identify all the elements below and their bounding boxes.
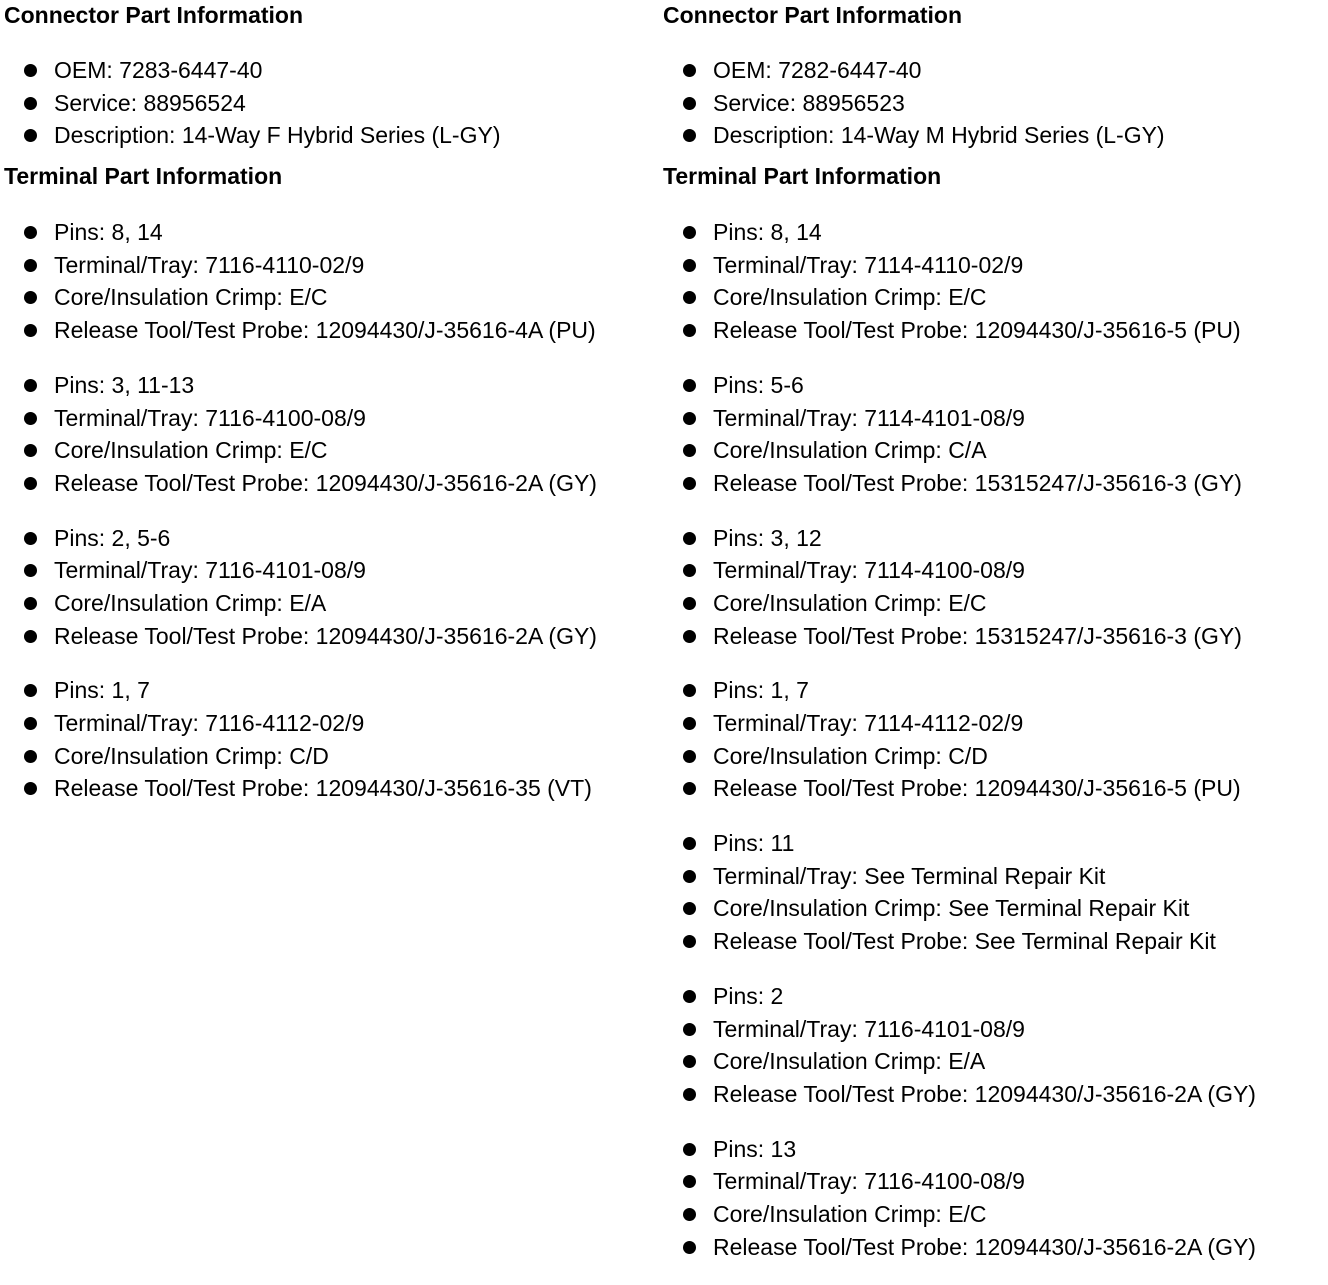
bullet-icon [683,477,696,490]
crimp-text: Core/Insulation Crimp: See Terminal Repair Kit [713,895,1190,922]
connector-service-text: Service: 88956523 [713,89,905,116]
right-column [663,0,1323,1285]
bullet-icon [683,1143,696,1156]
terminal-heading: Terminal Part Information [663,163,942,190]
pins-text: Pins: 8, 14 [713,219,822,246]
bullet-icon [683,990,696,1003]
pins-item [4,216,659,249]
terminal-group [663,674,1323,805]
bullet-icon [683,630,696,643]
crimp-text: Core/Insulation Crimp: E/A [54,589,327,616]
bullet-icon [683,837,696,850]
bullet-icon [24,564,37,577]
pins-text: Pins: 3, 12 [713,524,822,551]
crimp-text: Core/Insulation Crimp: C/D [713,742,988,769]
crimp-text: Core/Insulation Crimp: E/C [713,284,987,311]
pins-text: Pins: 5-6 [713,371,804,398]
bullet-icon [683,412,696,425]
crimp-item [663,892,1323,925]
left-column [4,0,659,827]
connector-description-text: Description: 14-Way M Hybrid Series (L-GY) [713,122,1165,149]
terminal-tray-item [4,707,659,740]
bullet-icon [24,782,37,795]
pins-text: Pins: 8, 14 [54,219,163,246]
terminal-group [663,980,1323,1111]
pins-text: Pins: 1, 7 [713,677,809,704]
crimp-item [4,281,659,314]
bullet-icon [24,750,37,763]
bullet-icon [24,291,37,304]
release-tool-text: Release Tool/Test Probe: 12094430/J-35616-5 (PU) [713,775,1241,802]
pins-text: Pins: 11 [713,830,795,857]
release-tool-item [663,772,1323,805]
connector-oem [663,54,1323,87]
release-tool-item [4,467,659,500]
bullet-icon [683,226,696,239]
release-tool-item [663,620,1323,653]
crimp-item [663,434,1323,467]
bullet-icon [683,902,696,915]
pins-item [663,980,1323,1013]
crimp-item [663,740,1323,773]
bullet-icon [683,129,696,142]
connector-description-text: Description: 14-Way F Hybrid Series (L-GY) [54,122,501,149]
terminal-group [4,674,659,805]
release-tool-item [663,1078,1323,1111]
bullet-icon [683,97,696,110]
pins-item [663,827,1323,860]
terminal-tray-text: Terminal/Tray: 7116-4100-08/9 [713,1168,1025,1195]
pins-item [663,369,1323,402]
pins-item [4,674,659,707]
connector-oem-text: OEM: 7282-6447-40 [713,57,922,83]
terminal-tray-text: Terminal/Tray: 7114-4101-08/9 [713,404,1025,431]
release-tool-text: Release Tool/Test Probe: 12094430/J-35616-5 (PU) [713,317,1241,344]
crimp-item [4,740,659,773]
pins-text: Pins: 13 [713,1135,797,1162]
bullet-icon [683,717,696,730]
pins-text: Pins: 3, 11-13 [54,371,195,398]
release-tool-item [4,772,659,805]
connector-description [4,119,659,152]
bullet-icon [683,1023,696,1036]
crimp-text: Core/Insulation Crimp: E/C [54,284,328,311]
release-tool-text: Release Tool/Test Probe: See Terminal Repair Kit [713,928,1216,955]
bullet-icon [24,532,37,545]
connector-oem-text: OEM: 7283-6447-40 [54,57,263,83]
crimp-text: Core/Insulation Crimp: E/A [713,1048,986,1075]
terminal-tray-text: Terminal/Tray: 7116-4101-08/9 [54,557,366,584]
bullet-icon [683,1175,696,1188]
bullet-icon [683,64,696,77]
connector-heading: Connector Part Information [663,2,963,28]
crimp-text: Core/Insulation Crimp: E/C [713,1200,987,1227]
bullet-icon [24,379,37,392]
bullet-icon [683,870,696,883]
bullet-icon [683,684,696,697]
pins-text: Pins: 2, 5-6 [54,524,171,551]
bullet-icon [683,259,696,272]
connector-list [4,54,659,152]
terminal-tray-item [663,1165,1323,1198]
terminal-tray-item [4,554,659,587]
bullet-icon [683,291,696,304]
terminal-tray-text: Terminal/Tray: 7116-4101-08/9 [713,1015,1025,1042]
connector-description [663,119,1323,152]
terminal-tray-item [663,1013,1323,1046]
connector-oem [4,54,659,87]
pins-item [4,522,659,555]
pins-item [663,522,1323,555]
terminal-tray-item [663,402,1323,435]
pins-item [663,1133,1323,1166]
terminal-tray-text: Terminal/Tray: 7116-4110-02/9 [54,251,365,278]
release-tool-item [663,925,1323,958]
terminal-tray-item [663,249,1323,282]
terminal-tray-text: Terminal/Tray: 7114-4112-02/9 [713,710,1024,736]
crimp-item [663,1198,1323,1231]
release-tool-text: Release Tool/Test Probe: 12094430/J-35616-2A (GY) [713,1080,1256,1107]
bullet-icon [24,259,37,272]
release-tool-item [4,314,659,347]
bullet-icon [683,597,696,610]
terminal-group [663,827,1323,958]
connector-service [4,87,659,120]
terminal-tray-item [663,707,1323,740]
bullet-icon [24,97,37,110]
pins-item [663,674,1323,707]
crimp-item [663,281,1323,314]
terminal-tray-text: Terminal/Tray: 7114-4110-02/9 [713,251,1024,278]
bullet-icon [683,1055,696,1068]
connector-service [663,87,1323,120]
release-tool-text: Release Tool/Test Probe: 15315247/J-35616-3 (GY) [713,622,1242,649]
release-tool-item [663,467,1323,500]
pins-text: Pins: 2 [713,982,784,1009]
bullet-icon [683,782,696,795]
pins-text: Pins: 1, 7 [54,677,150,704]
crimp-item [663,587,1323,620]
terminal-heading: Terminal Part Information [4,163,283,190]
connector-service-text: Service: 88956524 [54,89,246,116]
bullet-icon [683,379,696,392]
bullet-icon [683,1208,696,1221]
release-tool-item [4,620,659,653]
crimp-item [663,1045,1323,1078]
terminal-group [4,216,659,347]
bullet-icon [24,324,37,337]
terminal-group [4,369,659,500]
crimp-text: Core/Insulation Crimp: C/D [54,742,329,769]
bullet-icon [683,564,696,577]
bullet-icon [683,324,696,337]
bullet-icon [683,444,696,457]
release-tool-item [663,314,1323,347]
bullet-icon [683,935,696,948]
bullet-icon [24,717,37,730]
terminal-group [663,216,1323,347]
crimp-item [4,587,659,620]
release-tool-text: Release Tool/Test Probe: 12094430/J-35616-2A (GY) [54,622,597,649]
bullet-icon [24,597,37,610]
terminal-tray-item [663,554,1323,587]
release-tool-item [663,1231,1323,1264]
terminal-group [4,522,659,653]
bullet-icon [24,630,37,643]
release-tool-text: Release Tool/Test Probe: 15315247/J-35616-3 (GY) [713,469,1242,496]
bullet-icon [683,1088,696,1101]
bullet-icon [683,1241,696,1254]
terminal-tray-text: Terminal/Tray: 7116-4100-08/9 [54,404,366,431]
terminal-tray-item [663,860,1323,893]
release-tool-text: Release Tool/Test Probe: 12094430/J-35616-2A (GY) [713,1233,1256,1260]
bullet-icon [24,444,37,457]
terminal-tray-text: Terminal/Tray: 7116-4112-02/9 [54,710,365,736]
bullet-icon [24,684,37,697]
bullet-icon [24,129,37,142]
crimp-text: Core/Insulation Crimp: E/C [54,437,328,464]
release-tool-text: Release Tool/Test Probe: 12094430/J-35616-4A (PU) [54,317,596,344]
bullet-icon [24,477,37,490]
terminal-tray-text: Terminal/Tray: See Terminal Repair Kit [713,862,1106,889]
terminal-group [663,369,1323,500]
connector-list [663,54,1323,152]
terminal-tray-item [4,249,659,282]
terminal-group [663,522,1323,653]
connector-heading: Connector Part Information [4,2,304,28]
terminal-group [663,1133,1323,1264]
bullet-icon [683,532,696,545]
bullet-icon [683,750,696,763]
terminal-tray-text: Terminal/Tray: 7114-4100-08/9 [713,557,1025,584]
bullet-icon [24,64,37,77]
crimp-text: Core/Insulation Crimp: E/C [713,589,987,616]
pins-item [663,216,1323,249]
crimp-item [4,434,659,467]
release-tool-text: Release Tool/Test Probe: 12094430/J-35616-2A (GY) [54,469,597,496]
bullet-icon [24,412,37,425]
terminal-tray-item [4,402,659,435]
release-tool-text: Release Tool/Test Probe: 12094430/J-35616-35 (VT) [54,775,592,802]
pins-item [4,369,659,402]
bullet-icon [24,226,37,239]
crimp-text: Core/Insulation Crimp: C/A [713,437,987,464]
